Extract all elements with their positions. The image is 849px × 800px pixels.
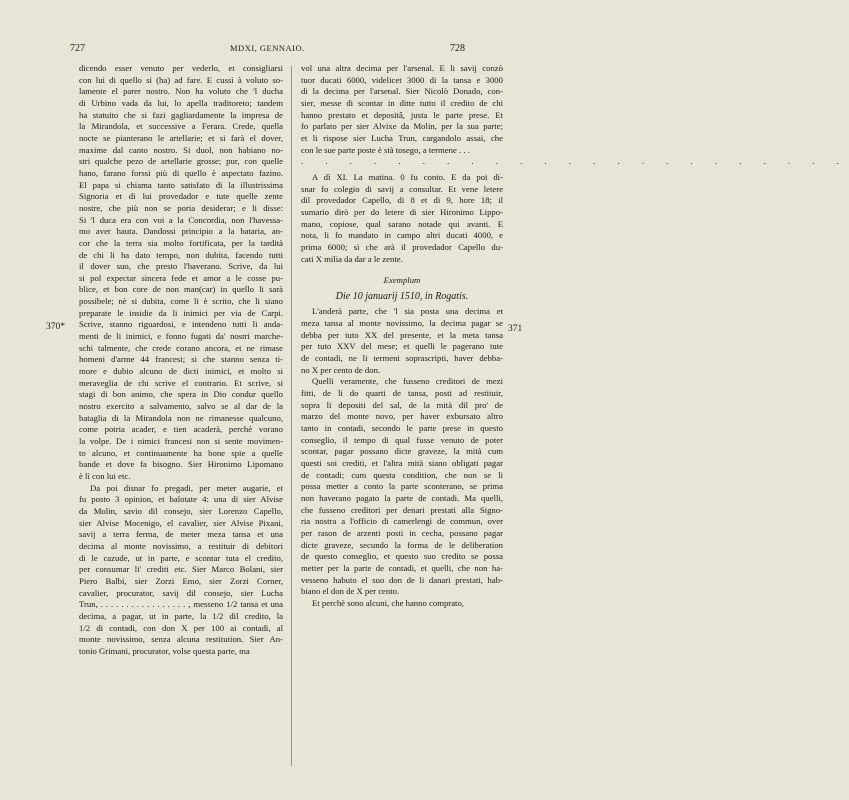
text-line: hano, farano forssi più di quello è aspectato fazino. xyxy=(79,167,283,178)
text-line: per consumar li' crediti etc. Sier Marco Bolani, sier xyxy=(79,564,283,575)
text-line: de contadi; cum questa condition, che non se li xyxy=(301,469,503,480)
text-line: nocte se pianterano le artellarie; et si farà el dover, xyxy=(79,132,283,143)
text-line: de contadi, ne li termeni soprascripti, haver debba- xyxy=(301,353,503,364)
text-line: possa metter a conto la parte sconterano, se prima xyxy=(301,481,503,492)
text-line: mano, copiose, qual sarano notade qui avanti. E xyxy=(301,218,503,229)
text-line: cavalier, procurator, savij dil consejo, sier Lucha xyxy=(79,587,283,598)
text-line: possibele; nè si dubita, come li è scrito, che li siano xyxy=(79,296,283,307)
text-line: tonio Grimani, procurator, volse questa parte, ma xyxy=(79,645,250,656)
left-column xyxy=(79,63,283,657)
text-line: che fusseno creditori per denari prestati alla Signo- xyxy=(301,504,503,515)
page-number-left: 727 xyxy=(70,43,85,54)
text-line: de questo conseglio, et questo suo credito se possa xyxy=(301,551,503,562)
text-line: snar fo colegio di savij a consultar. Et vene letere xyxy=(301,183,503,194)
text-line: no X per cento de don. xyxy=(301,364,381,375)
text-line: de chi li ha dato tempo, non dubita, facendo tutti xyxy=(79,249,283,260)
text-line: L'anderà parte, che 'l sia posta una decima et xyxy=(312,306,503,317)
paragraph xyxy=(301,306,503,609)
margin-number-left: 370* xyxy=(46,322,65,332)
text-line: tuor ducati 6000, videlicet 3000 di la tansa e 3000 xyxy=(301,74,503,85)
text-line: A dì XI. La matina. 0 fu conto. E da poi di- xyxy=(312,171,503,182)
text-line: stri qualche pezo de artellarie grosse; pur, con quelle xyxy=(79,156,283,167)
text-line: Trun, . . . . . . . . . . . . . . . . . , messeno 1/2 tansa et una xyxy=(79,599,283,610)
column-rule xyxy=(291,66,292,766)
text-line: meraveglia de chi scrive el contrario. Et scrive, si xyxy=(79,377,283,388)
text-line: conseglio, il tempo di qual fusse venuto de poter xyxy=(301,434,503,445)
text-line: Si 'l duca era con voi a la Concordia, non l'havessa- xyxy=(79,214,283,225)
text-line: di la decima per l'arsenal. Sier Nicolò Donado, con- xyxy=(301,86,503,97)
text-line: nostre, che più non se poria desiderar; e li disse: xyxy=(79,202,283,213)
text-line: per tuto XXV del mese; et quelli le pagerano tute xyxy=(301,341,503,352)
text-line: cor che la terra sia molto fortificata, per la tardità xyxy=(79,237,283,248)
text-line: 1/2 di contadi, con don X per 100 ai contadi, al xyxy=(79,622,283,633)
page-header xyxy=(0,43,538,57)
text-line: il dover suo, che presto l'haverano. Scrive, da lui xyxy=(79,261,283,272)
text-line: monte novissimo, senza alcuna restitution. Sier An- xyxy=(79,634,283,645)
text-line: maxime dal canto nostro. Si duol, non habiano no- xyxy=(79,144,283,155)
text-line: decima al monte novissimo, a restituir di debitori xyxy=(79,540,283,551)
text-line: bande et dove fa bisogno. Sier Hironimo Lipomano xyxy=(79,459,283,470)
text-line: fo parlato per sier Alvixe da Molin, per la sua parte; xyxy=(301,121,503,132)
text-line: lamente el parer nostro. Non ha voluto che 'l ducha xyxy=(79,86,283,97)
running-title: MDXI, GENNAIO. xyxy=(230,43,305,53)
text-line: scontar, pagar possano dicte graveze, la mità cum xyxy=(301,446,503,457)
text-line: schi talmente, che crede corano ancora, et ne rimase xyxy=(79,342,283,353)
text-line: debba per tuto XX del presente, et la meta tansa xyxy=(301,329,503,340)
text-line: Signoria et di lui provedador e tute quelle zente xyxy=(79,191,283,202)
text-line: con le sue parte poste è stà tosego, a termene . . . xyxy=(301,144,470,155)
text-line: more e dubio alcuno de dicti inimici, et molto si xyxy=(79,366,283,377)
text-line: sumario dirò per do letere di sier Hironimo Lippo- xyxy=(301,206,503,217)
text-line: come potria acader, e tien acaderà, perchè vorano xyxy=(79,424,283,435)
text-line: stagi di bon animo, che spera in Dio condur quello xyxy=(79,389,283,400)
text-line: Scrive, stanno riguardosi, e intendeno tutti li anda- xyxy=(79,319,283,330)
text-line: di le cazude, ut in parte, e scontar tuta el credito, xyxy=(79,552,283,563)
paragraph xyxy=(301,63,503,156)
text-line: ha statuito che si fazi gagliardamente la impresa de xyxy=(79,109,283,120)
text-line: marzo del monte novo, per haver exbursato altro xyxy=(301,411,503,422)
text-line: Et perchè sono alcuni, che hanno comprato, xyxy=(312,597,464,608)
text-line: dicendo esser venuto per vederlo, et consigliarsi xyxy=(79,63,283,73)
text-line: biano el don de X per cento. xyxy=(301,586,400,597)
section-heading: Exemplum xyxy=(383,275,421,286)
text-line: bataglia di la Mirandola non ne rimanesse qualcuno, xyxy=(79,412,283,423)
text-line: vesseno habuto el suo don de li danari prestati, hab- xyxy=(301,574,503,585)
text-line: la Mirandola, et successive a Ferara. Crede, quella xyxy=(79,121,283,132)
text-line: sopra li depositi del sal, de la mità dil pro' de xyxy=(301,399,503,410)
text-line: Quelli veramente, che fusseno creditori de mezi xyxy=(312,376,503,387)
paragraph xyxy=(301,172,503,265)
text-line: sier, messe di scontar in ditte tutto il credito de chi xyxy=(301,97,503,108)
ellipsis-row: . . . . . . . . . . . . . . . . . . . . . . . xyxy=(301,156,849,167)
text-line: di Urbino vada da lui, lo apella traditoreto; tandem xyxy=(79,97,283,108)
text-line: hanno prestato et depositâ, justa le parte prese. Et xyxy=(301,109,503,120)
text-line: preparate le insidie da li inimici per via de Carpi. xyxy=(79,307,283,318)
text-line: Da poi disnar fo pregadi, per meter augarie, et xyxy=(90,482,283,493)
text-line: Piero Balbi, sier Zorzi Emo, sier Zorzi Corner, xyxy=(79,575,283,586)
text-line: menti de li inimici, e fonno fugati da' nostri marche- xyxy=(79,331,283,342)
text-line: con lui di quello si (ha) ad fare. E cussì à voluto so- xyxy=(79,74,283,85)
text-line: mo aver hauta. Dandossi principio a la bataria, an- xyxy=(79,226,283,237)
text-line: questi soi crediti, et l'altra mità siano obligati pagar xyxy=(301,458,503,468)
text-line: cati X milia da dar a le zente. xyxy=(301,253,403,264)
text-line: non haverano pagato la parte de contadi. Ma quelli, xyxy=(301,492,503,503)
text-line: sier Alvise Mocenigo, el cavalier, sier Alvise Pixani, xyxy=(79,517,283,528)
text-line: homeni d'arme 44 francesi; si che stanno senza ti- xyxy=(79,354,283,365)
text-line: to alcuno, et continuamente ha bone spie a quelle xyxy=(79,447,283,458)
text-line: blice, et bon core de non man(car) in quello li sarà xyxy=(79,284,283,295)
text-line: la volpe. De i nimici francesi non si sente movimen- xyxy=(79,436,283,446)
text-line: savij a terra ferma, de meter meza tansa et una xyxy=(79,529,283,540)
text-line: dil provedador Capello, di 8 et di 9, hore 18; il xyxy=(301,195,503,206)
text-line: meza tansa al monte novissimo, la decima pagar se xyxy=(301,318,503,329)
text-line: fu posto 3 opinion, et balotate 4: una di sier Alvise xyxy=(79,494,283,505)
paragraph xyxy=(79,63,283,483)
text-line: è lì con lui etc. xyxy=(79,470,131,481)
paragraph xyxy=(79,483,283,658)
margin-number-right: 371 xyxy=(508,324,523,334)
text-line: si pol expectar sincera fede et amor a le cosse pu- xyxy=(79,272,283,283)
text-line: vol una altra decima per l'arsenal. E li savij conzò xyxy=(301,63,503,73)
text-line: El papa si chiama tanto satisfato di la illustrissima xyxy=(79,179,283,190)
text-line: decima, a pagar, ut in parte, la 1/2 dil credito, la xyxy=(79,610,283,621)
text-line: dicte graveze, secundo la forma de le deliberation xyxy=(301,539,503,550)
text-line: per rason de arzenti posti in cecha, possano pagar xyxy=(301,527,503,538)
text-line: nota, li fo mandato in campo altri ducati 4000, e xyxy=(301,230,503,241)
text-line: prima 6000; sì che arà il provedador Capello du- xyxy=(301,241,503,252)
text-line: da Molin, savio dil consejo, sier Lorenzo Capello, xyxy=(79,505,283,516)
page-number-right: 728 xyxy=(450,43,465,54)
text-line: nostro exercito a salvamento, salvo se al dar de la xyxy=(79,401,283,412)
date-heading: Die 10 januarij 1510, in Rogatis. xyxy=(335,290,469,302)
text-line: tanto in contadi, secondo le parte prese in questo xyxy=(301,423,503,434)
text-line: et li rispose sier Lucha Trun, cargandolo assai, che xyxy=(301,132,503,143)
text-line: ria nostra a l'officio di camerlengi de commun, over xyxy=(301,516,503,527)
text-line: fitti, de li do quarti de tansa, posti ad restituir, xyxy=(301,388,503,399)
text-line: metter per la parte de contadi, et quelli, che non ha- xyxy=(301,562,503,573)
